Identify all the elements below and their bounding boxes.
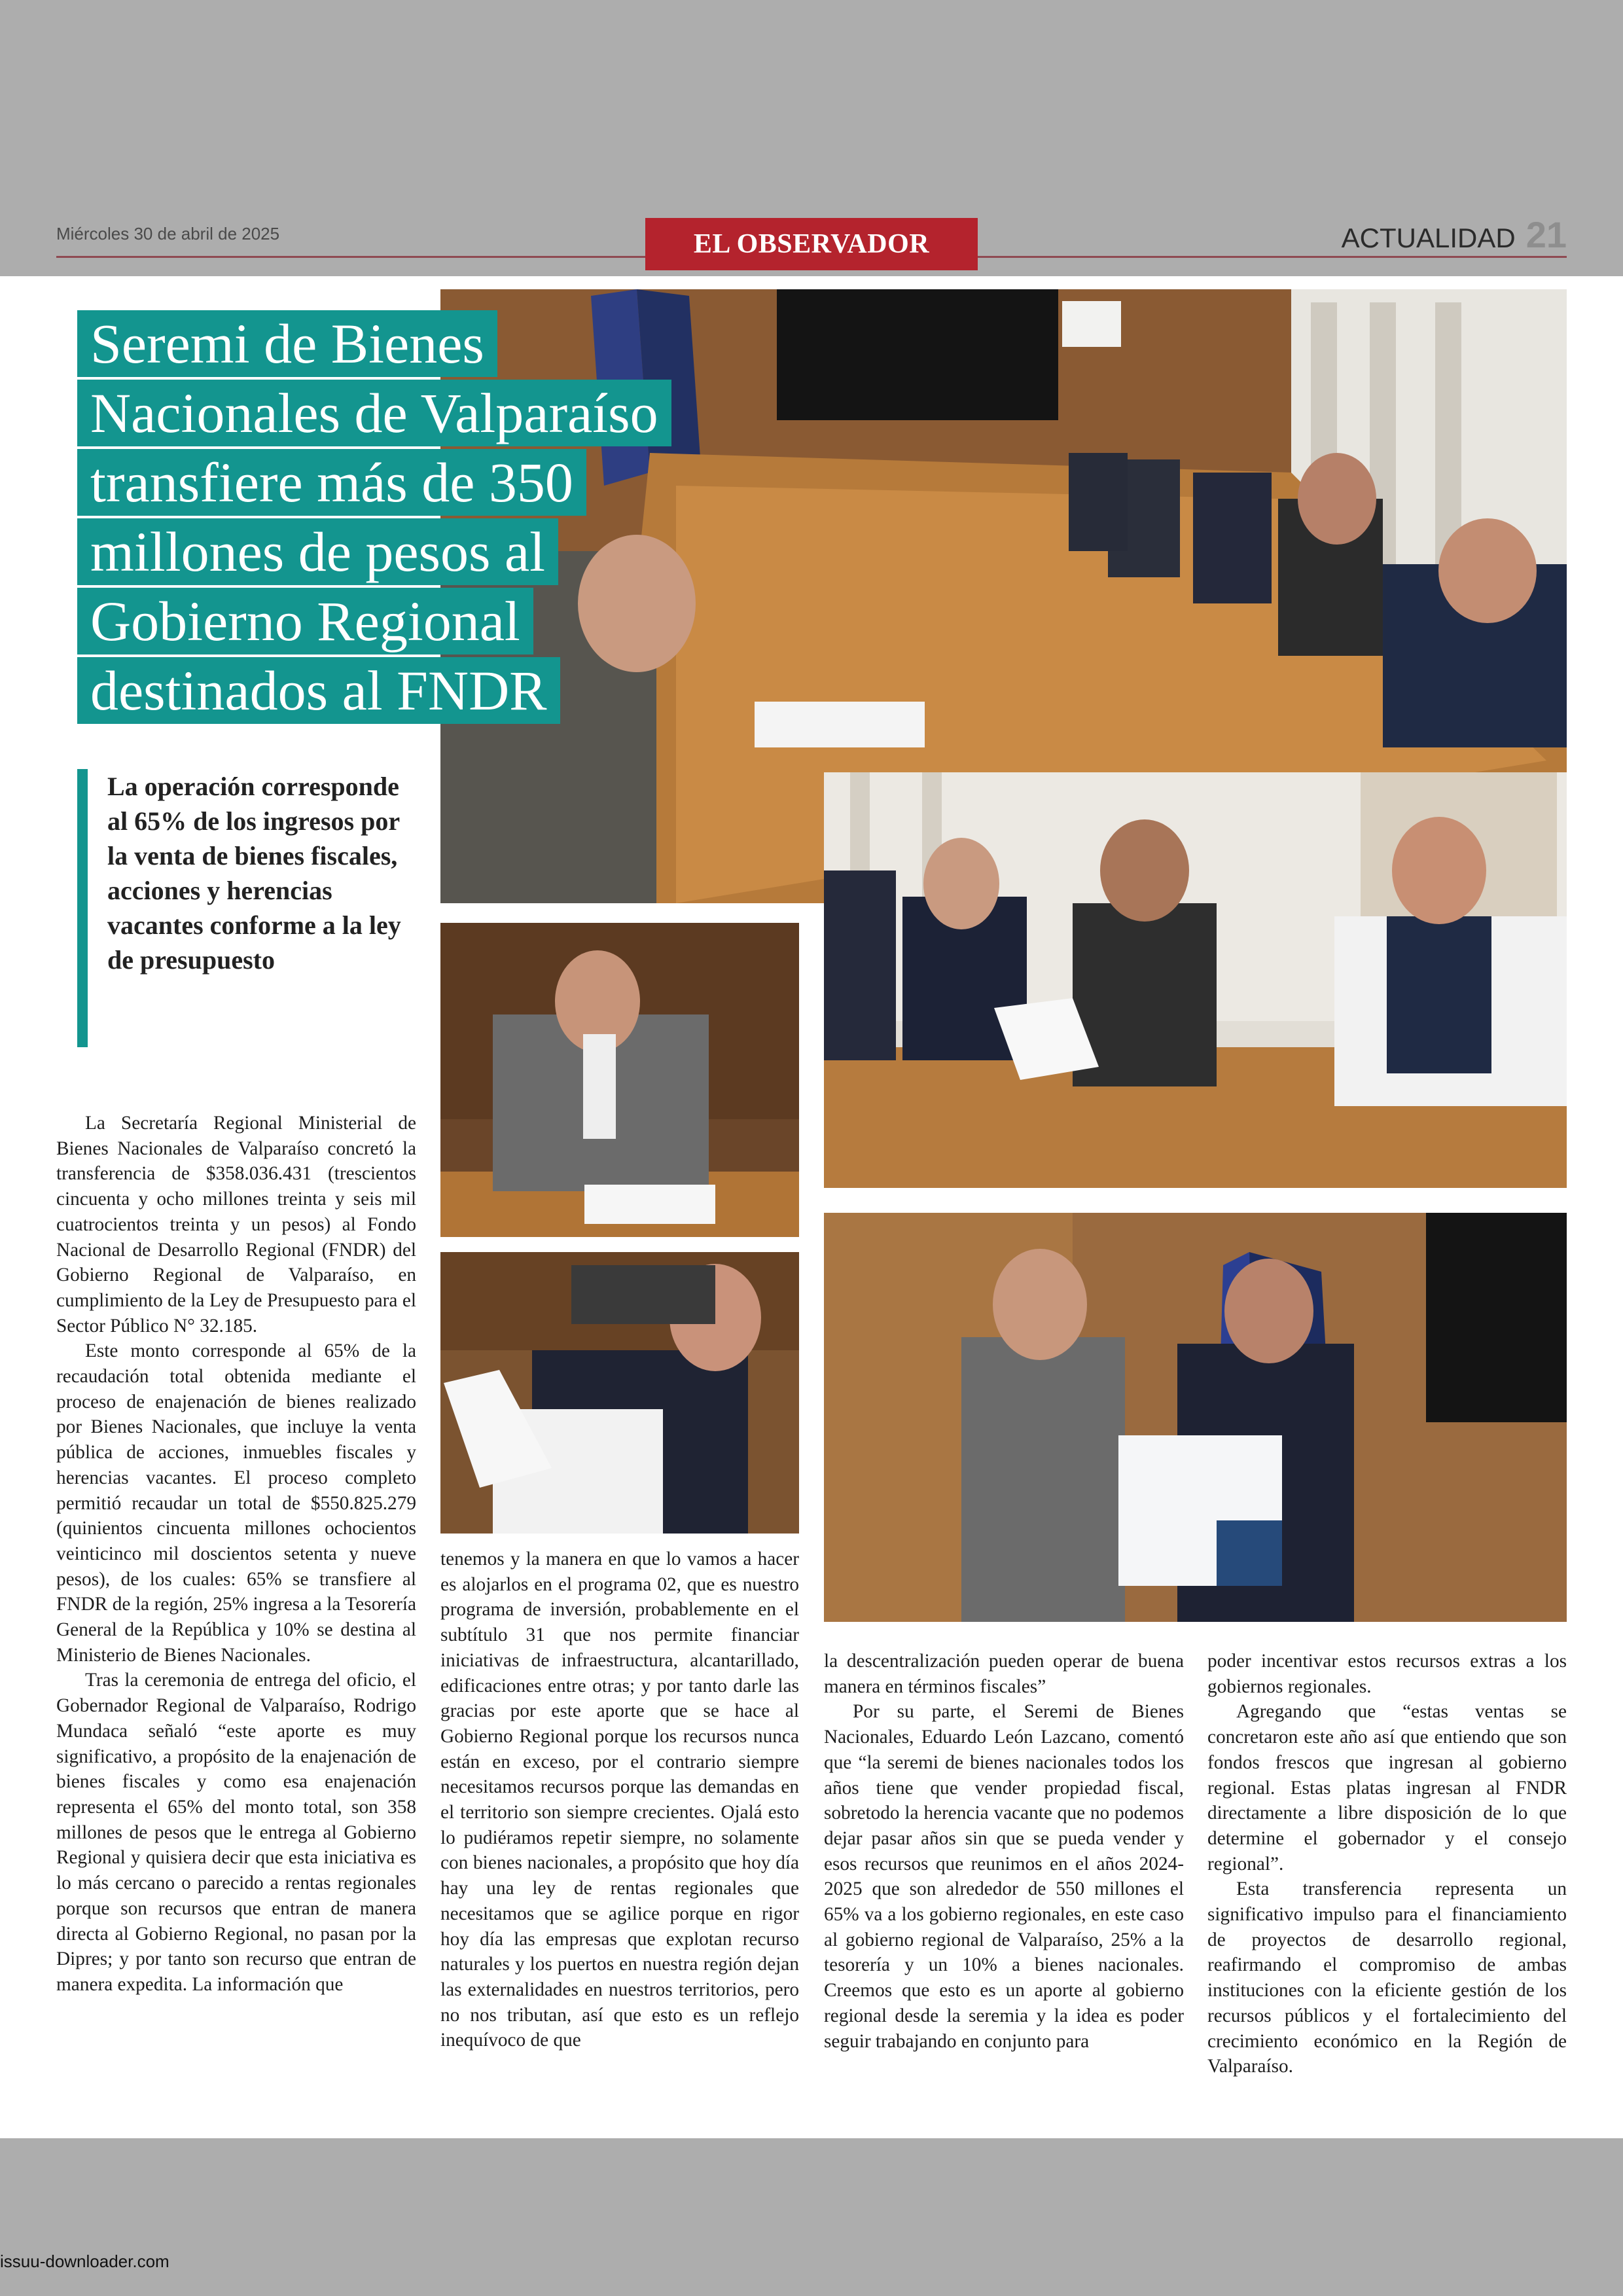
headline-line: Gobierno Regional [77, 588, 745, 655]
body-paragraph: La Secretaría Regional Ministerial de Bienes Nacionales de Valparaíso concretó la transferencia de $358.036.431 (trescientos cincuenta y ocho millones treinta y seis mil cuatrocientos treinta y un pesos) al Fondo Nacional de Desarrollo Regional (FNDR) del Gobierno Regional de Valparaíso, en cumplimiento de la Ley de Presupuesto para el Sector Público N° 32.185. [56, 1113, 416, 1336]
body-paragraph: tenemos y la manera en que lo vamos a hacer es alojarlos en el programa 02, que es nuestro programa de inversión, probablemente en el subtítulo 31 que nos permite financiar iniciativas de infraestructura, alcantarillado, edificaciones entre otras; y por tanto darle las gracias por este aporte que se hace al Gobierno Regional porque los recursos nunca están en exceso, por el contrario siempre necesitamos recursos porque las demandas en el territorio son siempre crecientes. Ojalá esto lo pudiéramos repetir siempre, no solamente con bienes nacionales, a propósito que hoy día hay una ley de rentas regionales que necesitamos que se agilice porque en rigor hoy día las empresas que explotan recurso naturales y los puertos en nuestra región dejan las externalidades en nuestros territorios, pero no nos tributan, así que esto es un reflejo inequívoco de que [440, 1549, 799, 2051]
body-paragraph: Este monto corresponde al 65% de la recaudación total obtenida mediante el proceso de enajenación de bienes realizado por Bienes Nacionales, que incluye la venta pública de acciones, inmuebles fiscales y herencias vacantes. El proceso completo permitió recaudar un total de $550.825.279 (quinientos cincuenta millones ochocientos veinticinco mil doscientos setenta y nueve pesos), de los cuales: 65% se transfiere al FNDR de la región, 25% ingresa a la Tesorería General de la República y 10% se destina al Ministerio de Bienes Nacionales. [56, 1340, 416, 1666]
body-column-1 [56, 1111, 416, 1998]
body-paragraph: la descentralización pueden operar de buena manera en términos fiscales” [824, 1651, 1184, 1697]
page-number: 21 [1525, 214, 1567, 255]
body-paragraph: Por su parte, el Seremi de Bienes Nacionales, Eduardo León Lazcano, comentó que “la seremi de bienes nacionales todos los años tiene que vender propiedad fiscal, sobretodo la herencia vacante que no podemos dejar pasar años sin que se pueda vender y esos recursos que reunimos en el años 2024-2025 que son alrededor de 550 millones el 65% va a los gobierno regionales, en este caso al gobierno regional de Valparaíso, 25% a la tesorería y un 10% a bienes nacionales. Creemos que esto es un aporte al gobierno regional desde la seremia y la idea es poder seguir trabajando en conjunto para [824, 1701, 1184, 2052]
watermark: issuu-downloader.com [0, 2251, 169, 2271]
body-paragraph: poder incentivar estos recursos extras a los gobiernos regionales. [1207, 1651, 1567, 1697]
panel-discussion-photo [824, 772, 1567, 1188]
publication-masthead: EL OBSERVADOR [645, 218, 978, 270]
section-name: ACTUALIDAD [1341, 223, 1516, 253]
section-label [1342, 213, 1567, 256]
body-paragraph: Tras la ceremonia de entrega del oficio, el Gobernador Regional de Valparaíso, Rodrigo Mundaca señaló “este aporte es muy significativo, a propósito de la enajenación de bienes fiscales y como esa enajenación representa el 65% del monto total, son 358 millones de pesos que le entrega al Gobierno Regional y quisiera decir que esta iniciativa es lo más cercano o parecido a rentas regionales porque son recursos que entran de manera directa al Gobierno Regional, no pasan por la Dipres; y por tanto son recurso que entran de manera expedita. La información que [56, 1670, 416, 1995]
headline-line: Nacionales de Valparaíso [77, 380, 745, 446]
headline-line: destinados al FNDR [77, 657, 745, 724]
lead-text: La operación corresponde al 65% de los ingresos por la venta de bienes fiscales, acciones y herencias vacantes conforme a la ley de presupuesto [107, 772, 401, 975]
document-handover-photo [824, 1213, 1567, 1622]
issue-date: Miércoles 30 de abril de 2025 [56, 224, 280, 243]
governor-seated-photo [440, 923, 799, 1237]
article-headline [77, 310, 745, 726]
body-paragraph: Agregando que “estas ventas se concretaron este año así que entiendo que son fondos frescos que ingresan al gobierno regional. Estas platas ingresan al FNDR directamente a libre disposición de lo que determine el gobernador y el consejo regional”. [1207, 1701, 1567, 1874]
headline-line: Seremi de Bienes [77, 310, 745, 377]
headline-line: millones de pesos al [77, 518, 745, 585]
body-column-4 [1207, 1649, 1567, 2079]
body-paragraph: Esta transferencia representa un significativo impulso para el financiamiento de proyectos de desarrollo regional, reafirmando el compromiso de ambas instituciones con la eficiente gestión de los recursos públicos y el fortalecimiento del crecimiento económico en la Región de Valparaíso. [1207, 1878, 1567, 2077]
body-column-3 [824, 1649, 1184, 2054]
seremi-reading-photo [440, 1252, 799, 1534]
headline-line: transfiere más de 350 [77, 449, 745, 516]
article-lead [77, 769, 418, 1047]
body-column-2 [440, 1547, 799, 2053]
bottom-margin [0, 2138, 1623, 2296]
